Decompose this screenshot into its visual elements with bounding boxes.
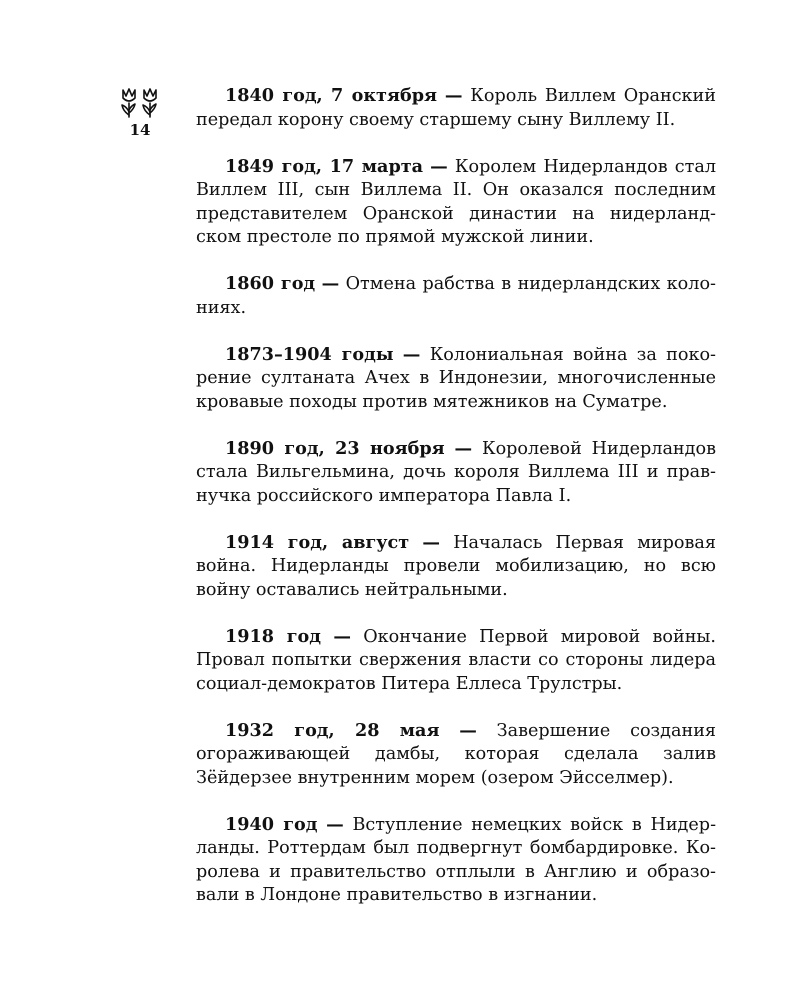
chronology-entry xyxy=(196,437,716,509)
entry-text: Отмена рабства в нидерландских колониях. xyxy=(196,274,716,318)
entry-text: Король Виллем Оранский передал корону своему старшему сыну Виллему II. xyxy=(196,86,717,130)
chronology-entry xyxy=(196,155,716,250)
entry-date: 1840 год, 7 октября xyxy=(225,85,437,106)
entry-text: Окончание Первой мировой войны. Провал попытки свержения власти со стороны лидера социал-демократов Питера Еллеса Трулстры. xyxy=(196,626,717,694)
entry-date: 1940 год xyxy=(225,813,318,835)
chronology-entry xyxy=(196,272,716,320)
entry-dash: — xyxy=(459,719,477,741)
tulips-icon xyxy=(116,86,164,120)
entry-dash: — xyxy=(422,531,440,553)
entry-date: 1918 год xyxy=(225,625,322,647)
page-marker xyxy=(116,86,164,138)
entry-text: Королевой Нидерландов стала Вильгельмина, дочь короля Виллема III и правнучка российского императора Павла I. xyxy=(196,438,716,506)
entry-date: 1873–1904 годы xyxy=(225,343,394,365)
entry-text: Вступление немецких войск в Нидерланды. Роттердам был подвергнут бомбардировке. Королева и правительство отплыли в Англию и образовали в Лондоне правительство в изгнании. xyxy=(196,814,717,905)
entry-dash: — xyxy=(444,85,463,106)
entry-dash: — xyxy=(402,343,421,365)
chronology-entry xyxy=(196,625,716,697)
entry-date: 1932 год, 28 мая xyxy=(225,719,440,741)
entry-text: Началась Первая мировая война. Нидерланды провели мобилизацию, но всю войну оставались нейтральными. xyxy=(196,532,717,600)
chronology-entry xyxy=(196,84,716,132)
entry-date: 1860 год xyxy=(225,273,316,294)
entry-dash: — xyxy=(321,273,340,294)
entry-date: 1914 год, август xyxy=(225,531,410,553)
chronology-entry xyxy=(196,343,716,415)
entry-dash: — xyxy=(430,155,448,177)
chronology-entry xyxy=(196,719,716,791)
entry-dash: — xyxy=(454,437,473,459)
entry-date: 1890 год, 23 ноября xyxy=(225,437,445,459)
entry-text: Колониальная война за покорение султаната Ачех в Индонезии, многочисленные кровавые походы против мятежников на Суматре. xyxy=(196,344,716,412)
entry-dash: — xyxy=(326,813,344,835)
page-number: 14 xyxy=(129,121,151,139)
entry-dash: — xyxy=(333,625,351,647)
chronology-entry xyxy=(196,531,716,603)
chronology-text xyxy=(196,84,716,930)
entry-text: Завершение создания огораживающей дамбы, которая сделала залив Зёйдерзее внутренним морем (озером Эйсселмер). xyxy=(196,720,717,788)
entry-date: 1849 год, 17 марта xyxy=(225,155,424,177)
chronology-entry xyxy=(196,813,716,908)
entry-text: Королем Нидерландов стал Виллем III, сын Виллема II. Он оказался последним представителем Оранской династии на нидерландском престоле по прямой мужской линии. xyxy=(196,156,717,247)
